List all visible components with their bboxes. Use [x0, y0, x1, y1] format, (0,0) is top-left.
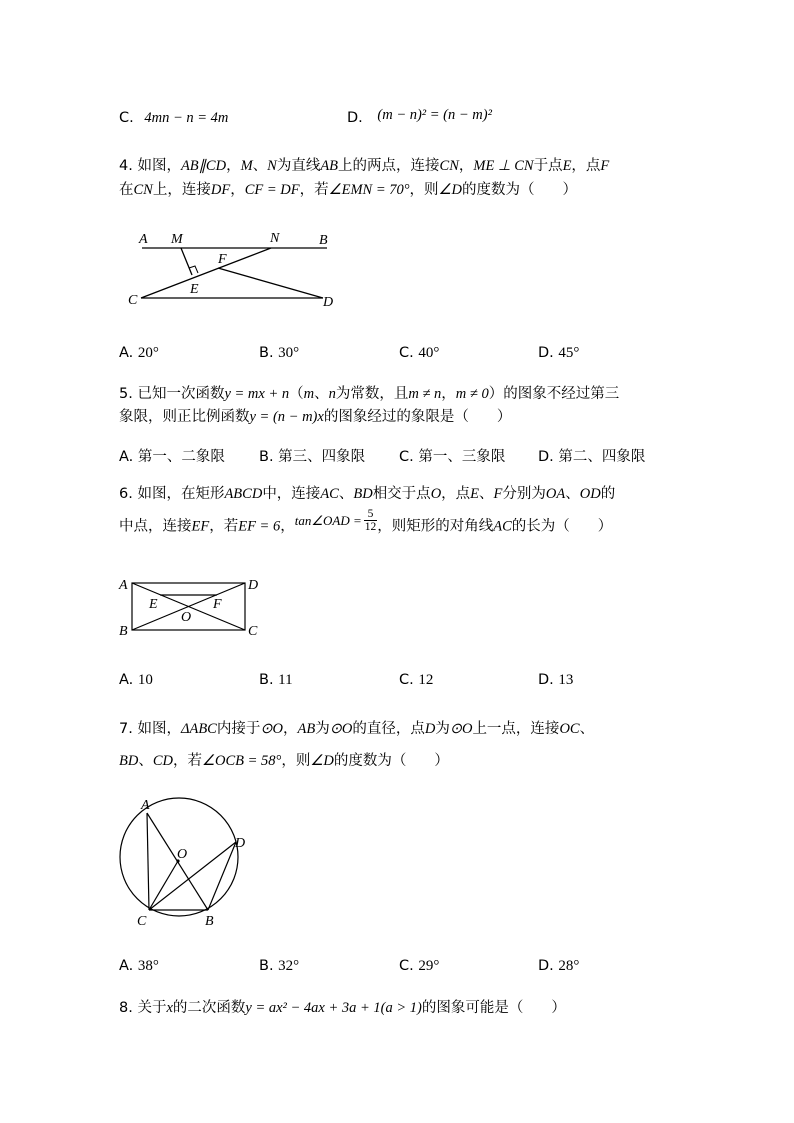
point-label-e: E — [190, 282, 199, 297]
text: 的度数为（ — [333, 753, 407, 769]
math: E — [562, 158, 572, 174]
text: 上的两点，连接 — [338, 158, 440, 174]
option-math: 4mn − n = 4m — [144, 110, 229, 126]
text: ，点 — [571, 158, 601, 174]
q4-stem-line2 — [119, 180, 577, 200]
text: 在 — [119, 182, 134, 198]
math: OC — [559, 721, 580, 737]
math: BD — [119, 753, 139, 769]
math: ME ⊥ CN — [473, 158, 534, 174]
option-label: A. — [119, 672, 134, 688]
option-label: A. — [119, 449, 134, 465]
math: OA — [545, 486, 566, 502]
math: BD — [353, 486, 373, 502]
option-value: 第二、四象限 — [558, 449, 646, 465]
text: 内接于 — [216, 721, 261, 737]
text: 、 — [314, 386, 329, 402]
math: y = ax² − 4ax + 3a + 1(a > 1) — [245, 1000, 422, 1016]
math: M — [240, 158, 253, 174]
point-label-e: E — [149, 597, 158, 612]
option-value: 30° — [278, 345, 300, 361]
math: AC — [320, 486, 339, 502]
option-label: C. — [399, 345, 414, 361]
math: D — [424, 721, 436, 737]
line-me — [181, 248, 192, 275]
text: 为 — [435, 721, 450, 737]
text: 为常数，且 — [335, 386, 409, 402]
q6-option-c — [399, 672, 433, 689]
text: 的 — [600, 486, 616, 502]
option-value: 45° — [558, 345, 580, 361]
option-value: 第三、四象限 — [278, 449, 366, 465]
math: OD — [579, 486, 601, 502]
math: AB — [297, 721, 316, 737]
option-label: C. — [399, 958, 414, 974]
point-label-f: F — [218, 252, 227, 267]
point-label-m: M — [171, 232, 183, 247]
q5-option-c — [399, 445, 505, 466]
math: CD — [152, 753, 173, 769]
point-label-b: B — [319, 233, 328, 248]
q7-figure — [110, 795, 260, 935]
text: ） — [551, 1000, 566, 1016]
text: 象限，则正比例函数 — [119, 409, 250, 425]
option-label: D. — [538, 672, 554, 688]
text: ，则矩形的对角线 — [377, 518, 494, 535]
q6-option-d — [538, 672, 573, 689]
text: ，若 — [209, 518, 239, 535]
option-label: D. — [347, 110, 363, 126]
math: ∠EMN = 70° — [328, 182, 410, 198]
fraction-denominator: 12 — [364, 521, 377, 533]
option-value: 32° — [278, 958, 300, 974]
q3-option-c — [119, 110, 228, 127]
q7-option-c — [399, 958, 439, 975]
text: ） — [496, 409, 512, 425]
point-label-n: N — [270, 231, 280, 246]
math: AB — [320, 158, 339, 174]
math: AB∥CD — [180, 158, 227, 174]
option-label: D. — [538, 449, 554, 465]
text: ） — [597, 518, 613, 535]
math: N — [267, 158, 277, 174]
q5-option-d — [538, 445, 645, 466]
q4-option-b — [259, 345, 299, 362]
text: 、 — [479, 486, 494, 502]
option-value: 12 — [418, 672, 434, 688]
point-label-d: D — [323, 295, 334, 310]
q4-option-a — [119, 345, 159, 362]
option-label: C. — [399, 672, 414, 688]
text: 为直线 — [276, 158, 321, 174]
option-label: B. — [259, 449, 274, 465]
math: m — [303, 386, 315, 402]
math: ⊙O — [329, 721, 353, 737]
math: CN — [439, 158, 459, 174]
text: ，若 — [173, 753, 202, 769]
math: O — [430, 486, 442, 502]
q7-option-a — [119, 958, 159, 975]
point-label-d: D — [248, 578, 259, 593]
text: 7. 如图， — [119, 721, 181, 737]
text: 相交于点 — [372, 486, 431, 502]
option-label: B. — [259, 345, 274, 361]
text: ，若 — [299, 182, 329, 198]
point-label-b: B — [119, 624, 128, 639]
question-number: 4. 如图， — [119, 158, 181, 174]
text: 5. 已知一次函数 — [119, 386, 225, 402]
math: ΔABC — [180, 721, 217, 737]
q5-stem-line2 — [119, 407, 511, 427]
option-value: 第一、三象限 — [418, 449, 506, 465]
option-value: 40° — [418, 345, 440, 361]
text: ，则 — [409, 182, 439, 198]
q4-stem-line1 — [119, 156, 609, 176]
option-value: 13 — [558, 672, 574, 688]
segment-oc — [149, 861, 178, 910]
option-label: B. — [259, 672, 274, 688]
point-label-a: A — [119, 578, 128, 593]
text: ， — [282, 721, 298, 737]
math: y = mx + n — [224, 386, 290, 402]
line-fd — [218, 268, 323, 298]
text: 中，连接 — [262, 486, 321, 502]
point-label-a: A — [139, 232, 148, 247]
q5-option-b — [259, 445, 365, 466]
point-label-f: F — [213, 597, 222, 612]
q6-figure — [116, 572, 266, 642]
point-label-d: D — [235, 836, 246, 851]
math: E — [470, 486, 480, 502]
fraction — [364, 508, 378, 533]
option-label: D. — [538, 958, 554, 974]
q6-stem-line1 — [119, 484, 615, 504]
text: ， — [226, 158, 241, 174]
q4-figure — [120, 222, 350, 314]
option-value: 29° — [418, 958, 440, 974]
q7-option-d — [538, 958, 579, 975]
text: ， — [458, 158, 474, 174]
option-value: 20° — [137, 345, 159, 361]
text: ， — [441, 386, 456, 402]
option-value: 28° — [558, 958, 580, 974]
math: CN — [133, 182, 153, 198]
text: 为 — [315, 721, 330, 737]
text: 于点 — [533, 158, 563, 174]
text: 的二次函数 — [172, 1000, 246, 1016]
text: 的长为（ — [511, 518, 570, 535]
text: 8. 关于 — [119, 1000, 167, 1016]
text: 的图象可能是（ — [421, 1000, 524, 1016]
math: tan∠OAD = — [294, 512, 362, 528]
text: ） — [434, 753, 449, 769]
q6-option-b — [259, 672, 293, 689]
q7-option-b — [259, 958, 299, 975]
text: ，点 — [441, 486, 471, 502]
q3-option-d — [347, 107, 492, 127]
text: 的度数为（ — [462, 182, 535, 198]
math: m ≠ 0 — [455, 386, 489, 402]
math: n — [328, 386, 336, 402]
text: ， — [280, 518, 295, 535]
option-label: A. — [119, 958, 134, 974]
option-value: 38° — [137, 958, 159, 974]
point-label-c: C — [128, 293, 138, 308]
option-value: 第一、二象限 — [137, 449, 225, 465]
fraction-numerator: 5 — [364, 508, 378, 521]
text: 中点，连接 — [119, 518, 192, 535]
segment-cd — [149, 842, 236, 910]
option-label: D. — [538, 345, 554, 361]
q5-option-a — [119, 445, 225, 466]
math: m ≠ n — [408, 386, 442, 402]
text: ） — [562, 182, 578, 198]
math: F — [600, 158, 610, 174]
text: ，则 — [281, 753, 311, 769]
text: 、 — [252, 158, 268, 174]
text: 的图象经过的象限是（ — [323, 409, 469, 425]
math: EF = 6 — [238, 518, 281, 535]
math: CF = DF — [244, 182, 300, 198]
option-label: C. — [119, 110, 134, 126]
math: ∠D — [310, 753, 334, 769]
text: 6. 如图，在矩形 — [119, 486, 225, 502]
q4-option-d — [538, 345, 579, 362]
option-label: B. — [259, 958, 274, 974]
q4-option-c — [399, 345, 439, 362]
text: 、 — [565, 486, 580, 502]
text: 、 — [138, 753, 153, 769]
option-label: A. — [119, 345, 134, 361]
option-value: 11 — [278, 672, 293, 688]
point-label-c: C — [137, 914, 147, 929]
text: ）的图象不经过第三 — [488, 386, 620, 402]
math: F — [493, 486, 503, 502]
point-label-o: O — [181, 610, 192, 625]
math: y = (n − m)x — [249, 409, 324, 425]
option-label: C. — [399, 449, 414, 465]
math: ABCD — [224, 486, 263, 502]
math: x — [166, 1000, 173, 1016]
math: AC — [493, 518, 512, 535]
option-value: 10 — [137, 672, 153, 688]
text: 的直径，点 — [352, 721, 425, 737]
math: ⊙O — [260, 721, 283, 737]
math: ⊙O — [449, 721, 473, 737]
math: ∠D — [438, 182, 463, 198]
text: ， — [230, 182, 245, 198]
point-label-o: O — [177, 847, 188, 862]
math: ∠OCB = 58° — [202, 753, 282, 769]
text: 分别为 — [502, 486, 546, 502]
math: DF — [210, 182, 231, 198]
text: 上，连接 — [152, 182, 211, 198]
q6-stem-line2 — [119, 508, 613, 539]
point-label-a: A — [141, 798, 150, 813]
q7-stem-line1 — [119, 719, 594, 739]
math: EF — [191, 518, 210, 535]
q8-stem — [119, 998, 566, 1018]
line-cn — [141, 248, 271, 298]
text: 上一点，连接 — [472, 721, 560, 737]
q6-option-a — [119, 672, 153, 689]
text: 、 — [338, 486, 354, 502]
option-math: (m − n)² = (n − m)² — [377, 107, 492, 123]
text: 、 — [579, 721, 595, 737]
q7-stem-line2 — [119, 751, 449, 771]
point-label-c: C — [248, 624, 258, 639]
segment-ac — [147, 813, 149, 910]
text: （ — [289, 386, 304, 402]
point-label-b: B — [205, 914, 214, 929]
q5-stem-line1 — [119, 384, 619, 404]
